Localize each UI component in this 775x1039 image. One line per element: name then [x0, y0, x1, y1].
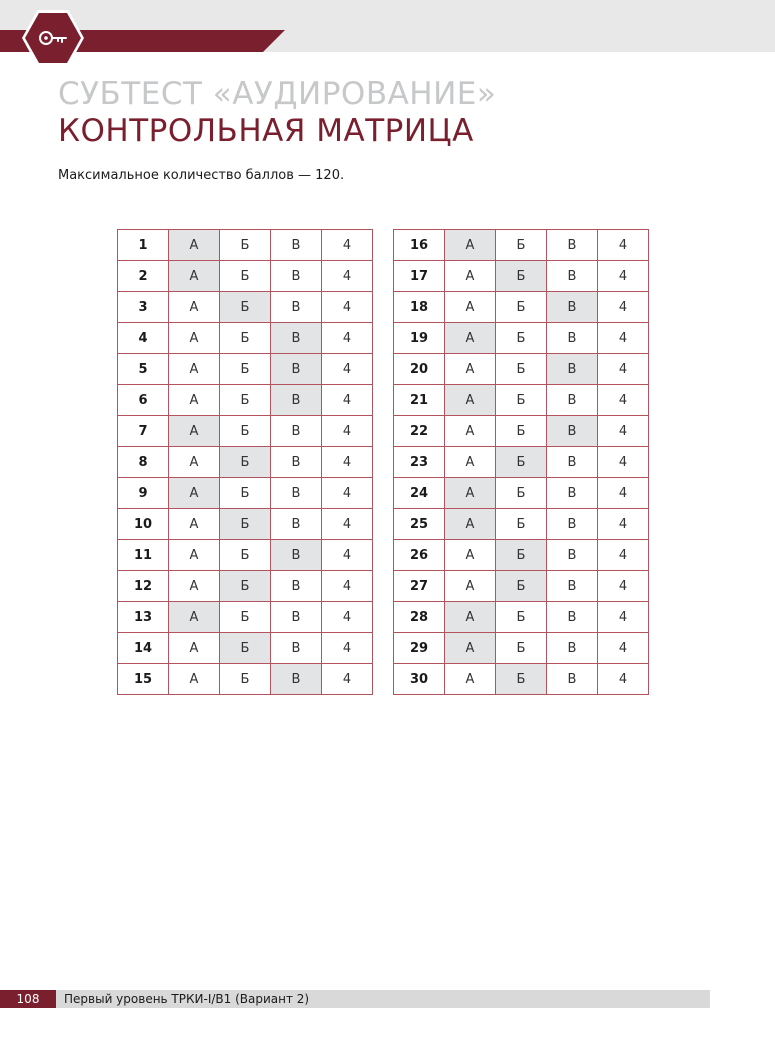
answer-option: 4 [598, 416, 649, 447]
footer-text: Первый уровень ТРКИ-I/B1 (Вариант 2) [64, 992, 310, 1006]
answer-option: В [271, 416, 322, 447]
answer-option-correct: В [547, 354, 598, 385]
answer-option: А [169, 633, 220, 664]
question-number: 29 [394, 633, 445, 664]
key-icon [38, 27, 68, 49]
answer-option: Б [496, 509, 547, 540]
answer-option: Б [220, 664, 271, 695]
answer-option-correct: В [271, 323, 322, 354]
answer-option: 4 [598, 478, 649, 509]
answer-option: В [547, 385, 598, 416]
question-number: 22 [394, 416, 445, 447]
answer-option: А [445, 664, 496, 695]
answer-option: В [271, 509, 322, 540]
answer-option: 4 [598, 509, 649, 540]
answer-option: А [169, 447, 220, 478]
matrix-row [118, 571, 373, 602]
answer-option: 4 [322, 602, 373, 633]
answer-option-correct: А [169, 416, 220, 447]
answer-option: А [169, 664, 220, 695]
answer-option-correct: А [169, 230, 220, 261]
answer-option: В [271, 633, 322, 664]
answer-option-correct: В [271, 385, 322, 416]
answer-option-correct: А [445, 230, 496, 261]
question-number: 13 [118, 602, 169, 633]
answer-option: Б [496, 478, 547, 509]
answer-option: 4 [322, 292, 373, 323]
answer-option-correct: Б [496, 447, 547, 478]
matrix-row [118, 602, 373, 633]
answer-option: А [169, 354, 220, 385]
question-number: 21 [394, 385, 445, 416]
answer-option: Б [220, 230, 271, 261]
answer-option: Б [496, 416, 547, 447]
question-number: 6 [118, 385, 169, 416]
page-title: КОНТРОЛЬНАЯ МАТРИЦА [58, 113, 474, 149]
answer-option: 4 [322, 447, 373, 478]
answer-option: Б [220, 354, 271, 385]
question-number: 30 [394, 664, 445, 695]
answer-option: В [547, 540, 598, 571]
answer-option: В [547, 509, 598, 540]
matrix-row [394, 292, 649, 323]
answer-option: Б [220, 261, 271, 292]
answer-option: 4 [598, 230, 649, 261]
answer-option: А [169, 571, 220, 602]
question-number: 17 [394, 261, 445, 292]
question-number: 19 [394, 323, 445, 354]
matrix-row [394, 416, 649, 447]
answer-option: 4 [598, 664, 649, 695]
section-title: СУБТЕСТ «АУДИРОВАНИЕ» [58, 76, 497, 112]
matrix-row [118, 447, 373, 478]
answer-option: А [169, 509, 220, 540]
answer-option: 4 [322, 354, 373, 385]
question-number: 23 [394, 447, 445, 478]
matrix-row [394, 478, 649, 509]
answer-option: 4 [598, 385, 649, 416]
matrix-row [118, 230, 373, 261]
answer-option: В [547, 447, 598, 478]
answer-option-correct: В [547, 416, 598, 447]
answer-option: 4 [598, 323, 649, 354]
answer-option-correct: Б [496, 261, 547, 292]
answer-option: 4 [322, 509, 373, 540]
answer-option: Б [220, 602, 271, 633]
answer-option-correct: А [169, 261, 220, 292]
answer-option-correct: Б [496, 540, 547, 571]
matrix-row [118, 633, 373, 664]
matrix-row [394, 323, 649, 354]
answer-option: 4 [322, 571, 373, 602]
answer-option: 4 [598, 354, 649, 385]
answer-option: Б [496, 292, 547, 323]
matrix-row [394, 633, 649, 664]
question-number: 26 [394, 540, 445, 571]
answer-option: 4 [598, 633, 649, 664]
matrix-row [118, 261, 373, 292]
question-number: 2 [118, 261, 169, 292]
question-number: 25 [394, 509, 445, 540]
answer-option: 4 [322, 416, 373, 447]
answer-option: Б [496, 323, 547, 354]
answer-option: 4 [322, 540, 373, 571]
matrix-row [394, 447, 649, 478]
answer-option: А [169, 292, 220, 323]
question-number: 18 [394, 292, 445, 323]
question-number: 1 [118, 230, 169, 261]
matrix-row [118, 540, 373, 571]
answer-option: А [445, 416, 496, 447]
answer-option: В [547, 633, 598, 664]
question-number: 4 [118, 323, 169, 354]
answer-option: Б [496, 602, 547, 633]
answer-option-correct: А [445, 323, 496, 354]
answer-option: 4 [598, 540, 649, 571]
question-number: 15 [118, 664, 169, 695]
answer-option-correct: А [445, 385, 496, 416]
answer-option: В [547, 261, 598, 292]
question-number: 9 [118, 478, 169, 509]
answer-option: А [445, 540, 496, 571]
answer-option: В [547, 230, 598, 261]
answer-option: А [445, 447, 496, 478]
answer-option: В [271, 261, 322, 292]
answer-option: 4 [322, 633, 373, 664]
question-number: 14 [118, 633, 169, 664]
answer-option: В [271, 447, 322, 478]
answer-option: 4 [322, 478, 373, 509]
question-number: 28 [394, 602, 445, 633]
matrix-row [118, 385, 373, 416]
answer-option: Б [496, 230, 547, 261]
answer-option-correct: А [169, 478, 220, 509]
matrix-row [394, 602, 649, 633]
answer-option: В [271, 230, 322, 261]
matrix-row [394, 354, 649, 385]
matrix-row [118, 509, 373, 540]
answer-option-correct: А [445, 633, 496, 664]
matrix-row [394, 509, 649, 540]
answer-option: А [445, 571, 496, 602]
question-number: 3 [118, 292, 169, 323]
answer-matrix-left [117, 229, 373, 695]
matrix-row [394, 261, 649, 292]
answer-option-correct: А [445, 602, 496, 633]
answer-option: Б [220, 385, 271, 416]
answer-option-correct: Б [220, 571, 271, 602]
answer-option: В [547, 602, 598, 633]
answer-option-correct: А [169, 602, 220, 633]
answer-option: В [271, 292, 322, 323]
answer-option: 4 [322, 230, 373, 261]
answer-option: 4 [598, 571, 649, 602]
answer-option: В [547, 323, 598, 354]
answer-option: Б [220, 323, 271, 354]
answer-option-correct: Б [220, 633, 271, 664]
answer-option-correct: Б [496, 571, 547, 602]
question-number: 20 [394, 354, 445, 385]
question-number: 7 [118, 416, 169, 447]
answer-option: 4 [598, 602, 649, 633]
answer-option: Б [220, 540, 271, 571]
question-number: 8 [118, 447, 169, 478]
question-number: 11 [118, 540, 169, 571]
answer-option: В [271, 571, 322, 602]
answer-option-correct: В [271, 354, 322, 385]
answer-option: 4 [322, 261, 373, 292]
answer-option-correct: Б [220, 509, 271, 540]
answer-option: Б [220, 478, 271, 509]
matrix-row [118, 478, 373, 509]
answer-matrix-right [393, 229, 649, 695]
matrix-row [394, 540, 649, 571]
answer-option: А [445, 261, 496, 292]
answer-option: Б [496, 633, 547, 664]
answer-option: 4 [322, 385, 373, 416]
matrix-row [118, 292, 373, 323]
matrix-row [394, 571, 649, 602]
question-number: 10 [118, 509, 169, 540]
answer-option: В [547, 478, 598, 509]
answer-option: 4 [598, 292, 649, 323]
question-number: 5 [118, 354, 169, 385]
answer-option-correct: Б [220, 447, 271, 478]
answer-option: Б [220, 416, 271, 447]
page-number: 108 [0, 990, 56, 1008]
answer-option-correct: В [547, 292, 598, 323]
answer-option: А [169, 385, 220, 416]
matrix-row [394, 385, 649, 416]
answer-option: В [271, 602, 322, 633]
answer-option: 4 [322, 323, 373, 354]
question-number: 12 [118, 571, 169, 602]
answer-option: В [271, 478, 322, 509]
answer-option: А [445, 354, 496, 385]
answer-option-correct: А [445, 509, 496, 540]
matrix-row [118, 323, 373, 354]
matrix-row [118, 354, 373, 385]
max-score-note: Максимальное количество баллов — 120. [58, 168, 345, 183]
question-number: 24 [394, 478, 445, 509]
answer-option: 4 [598, 261, 649, 292]
answer-option-correct: В [271, 664, 322, 695]
answer-option-correct: В [271, 540, 322, 571]
matrix-row [118, 664, 373, 695]
matrix-row [118, 416, 373, 447]
matrix-row [394, 664, 649, 695]
answer-option: А [445, 292, 496, 323]
answer-option-correct: А [445, 478, 496, 509]
answer-option: В [547, 571, 598, 602]
question-number: 16 [394, 230, 445, 261]
answer-option: В [547, 664, 598, 695]
matrix-row [394, 230, 649, 261]
question-number: 27 [394, 571, 445, 602]
answer-option: Б [496, 354, 547, 385]
answer-option: 4 [598, 447, 649, 478]
answer-option: Б [496, 385, 547, 416]
answer-option: А [169, 323, 220, 354]
answer-option-correct: Б [496, 664, 547, 695]
answer-option-correct: Б [220, 292, 271, 323]
answer-option: 4 [322, 664, 373, 695]
answer-option: А [169, 540, 220, 571]
